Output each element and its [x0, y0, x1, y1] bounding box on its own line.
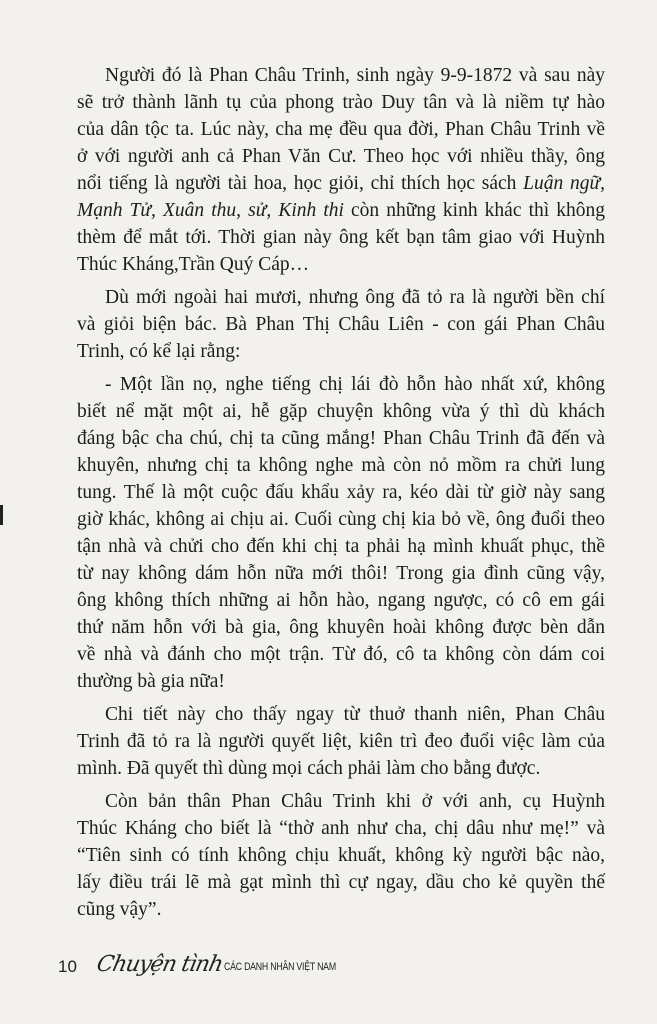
text-line: giờ khác, không ai chịu ai. Cuối cùng chị kia bỏ về, ông đuổi theo — [77, 509, 605, 530]
paragraph-1 — [77, 62, 605, 278]
page-number: 10 — [58, 957, 77, 976]
text-line: Còn bản thân Phan Châu Trinh khi ở với anh, cụ Huỳnh — [105, 791, 605, 812]
text-line: Chi tiết này cho thấy ngay từ thuở thanh niên, Phan Châu — [105, 704, 605, 725]
text-line: thèm để mắt tới. Thời gian này ông kết bạn tâm giao với Huỳnh — [77, 227, 605, 248]
text-line-with-italic: Mạnh Tử, Xuân thu, sử, Kinh thi còn những kinh khác thì không — [77, 200, 605, 221]
text-line: đáng bậc cha chú, chị ta cũng mắng! Phan Châu Trinh đã đến và — [77, 428, 605, 449]
text-line: Dù mới ngoài hai mươi, nhưng ông đã tỏ ra là người bền chí — [105, 287, 605, 308]
text-line: ở với người anh cả Phan Văn Cư. Theo học với nhiều thầy, ông — [77, 146, 605, 167]
text-line: về nhà và đánh cho một trận. Từ đó, cô ta không còn dám coi — [77, 644, 605, 665]
text-line: Trinh, có kể lại rằng: — [77, 341, 241, 362]
text-line: Thúc Kháng cho biết là “thờ anh như cha, chị dâu như mẹ!” và — [77, 818, 605, 839]
text-line: - Một lần nọ, nghe tiếng chị lái đò hỗn hào nhất xứ, không — [105, 374, 605, 395]
text-line: sẽ trở thành lãnh tụ của phong trào Duy tân và là niềm tự hào — [77, 92, 605, 113]
book-page-body — [77, 62, 605, 929]
text-line: tận nhà và chửi cho đến khi chị ta phải hạ mình khuất phục, thề — [77, 536, 605, 557]
text-line: ông không thích những ai hỗn hào, ngang ngược, có cô em gái — [77, 590, 605, 611]
paragraph-2 — [77, 284, 605, 365]
paragraph-3 — [77, 701, 605, 782]
text-line: Thúc Kháng,Trần Quý Cáp… — [77, 254, 310, 275]
text-line: cũng vậy”. — [77, 899, 162, 920]
scan-edge-mark — [0, 505, 3, 525]
text-line: thường bà gia nữa! — [77, 671, 225, 692]
text-line: từ nay không dám hỗn nữa mới thôi! Trong gia đình cũng vậy, — [77, 563, 605, 584]
page-footer — [58, 952, 364, 977]
paragraph-quote — [77, 371, 605, 695]
italic-title: Mạnh Tử, Xuân thu, sử, Kinh thi — [77, 200, 344, 221]
italic-title: Luận ngữ, — [523, 173, 605, 194]
text-line: biết nể mặt một ai, hễ gặp chuyện không vừa ý thì dù khách — [77, 401, 605, 422]
text-line: của dân tộc ta. Lúc này, cha mẹ đều qua đời, Phan Châu Trinh về — [77, 119, 605, 140]
text-line: thứ năm hỗn với bà gia, ông khuyên hoài không được bèn dẫn — [77, 617, 605, 638]
text-line: và giỏi biện bác. Bà Phan Thị Châu Liên - con gái Phan Châu — [77, 314, 605, 335]
text-line: mình. Đã quyết thì dùng mọi cách phải làm cho bằng được. — [77, 758, 541, 779]
text-line: lấy điều trái lẽ mà gạt mình thì cự ngay, dầu cho kẻ quyền thế — [77, 872, 605, 893]
text-line: “Tiên sinh có tính không chịu khuất, không kỳ người bậc nào, — [77, 845, 605, 866]
book-title-script: Chuyện tình — [94, 952, 225, 977]
text-line: tung. Thế là một cuộc đấu khẩu xảy ra, kéo dài từ giờ này sang — [77, 482, 605, 503]
text-line: Người đó là Phan Châu Trinh, sinh ngày 9-9-1872 và sau này — [105, 65, 605, 86]
book-title-caps: CÁC DANH NHÂN VIỆT NAM — [223, 961, 336, 973]
book-title-logo — [94, 952, 364, 977]
text-line-with-italic: nổi tiếng là người tài hoa, học giỏi, chỉ thích học sách Luận ngữ, — [77, 173, 605, 194]
paragraph-4 — [77, 788, 605, 923]
text-line: Trinh đã tỏ ra là người quyết liệt, kiên trì đeo đuổi việc làm của — [77, 731, 605, 752]
text-line: khuyên, nhưng chị ta không nghe mà còn nỏ mồm ra chửi lung — [77, 455, 605, 476]
